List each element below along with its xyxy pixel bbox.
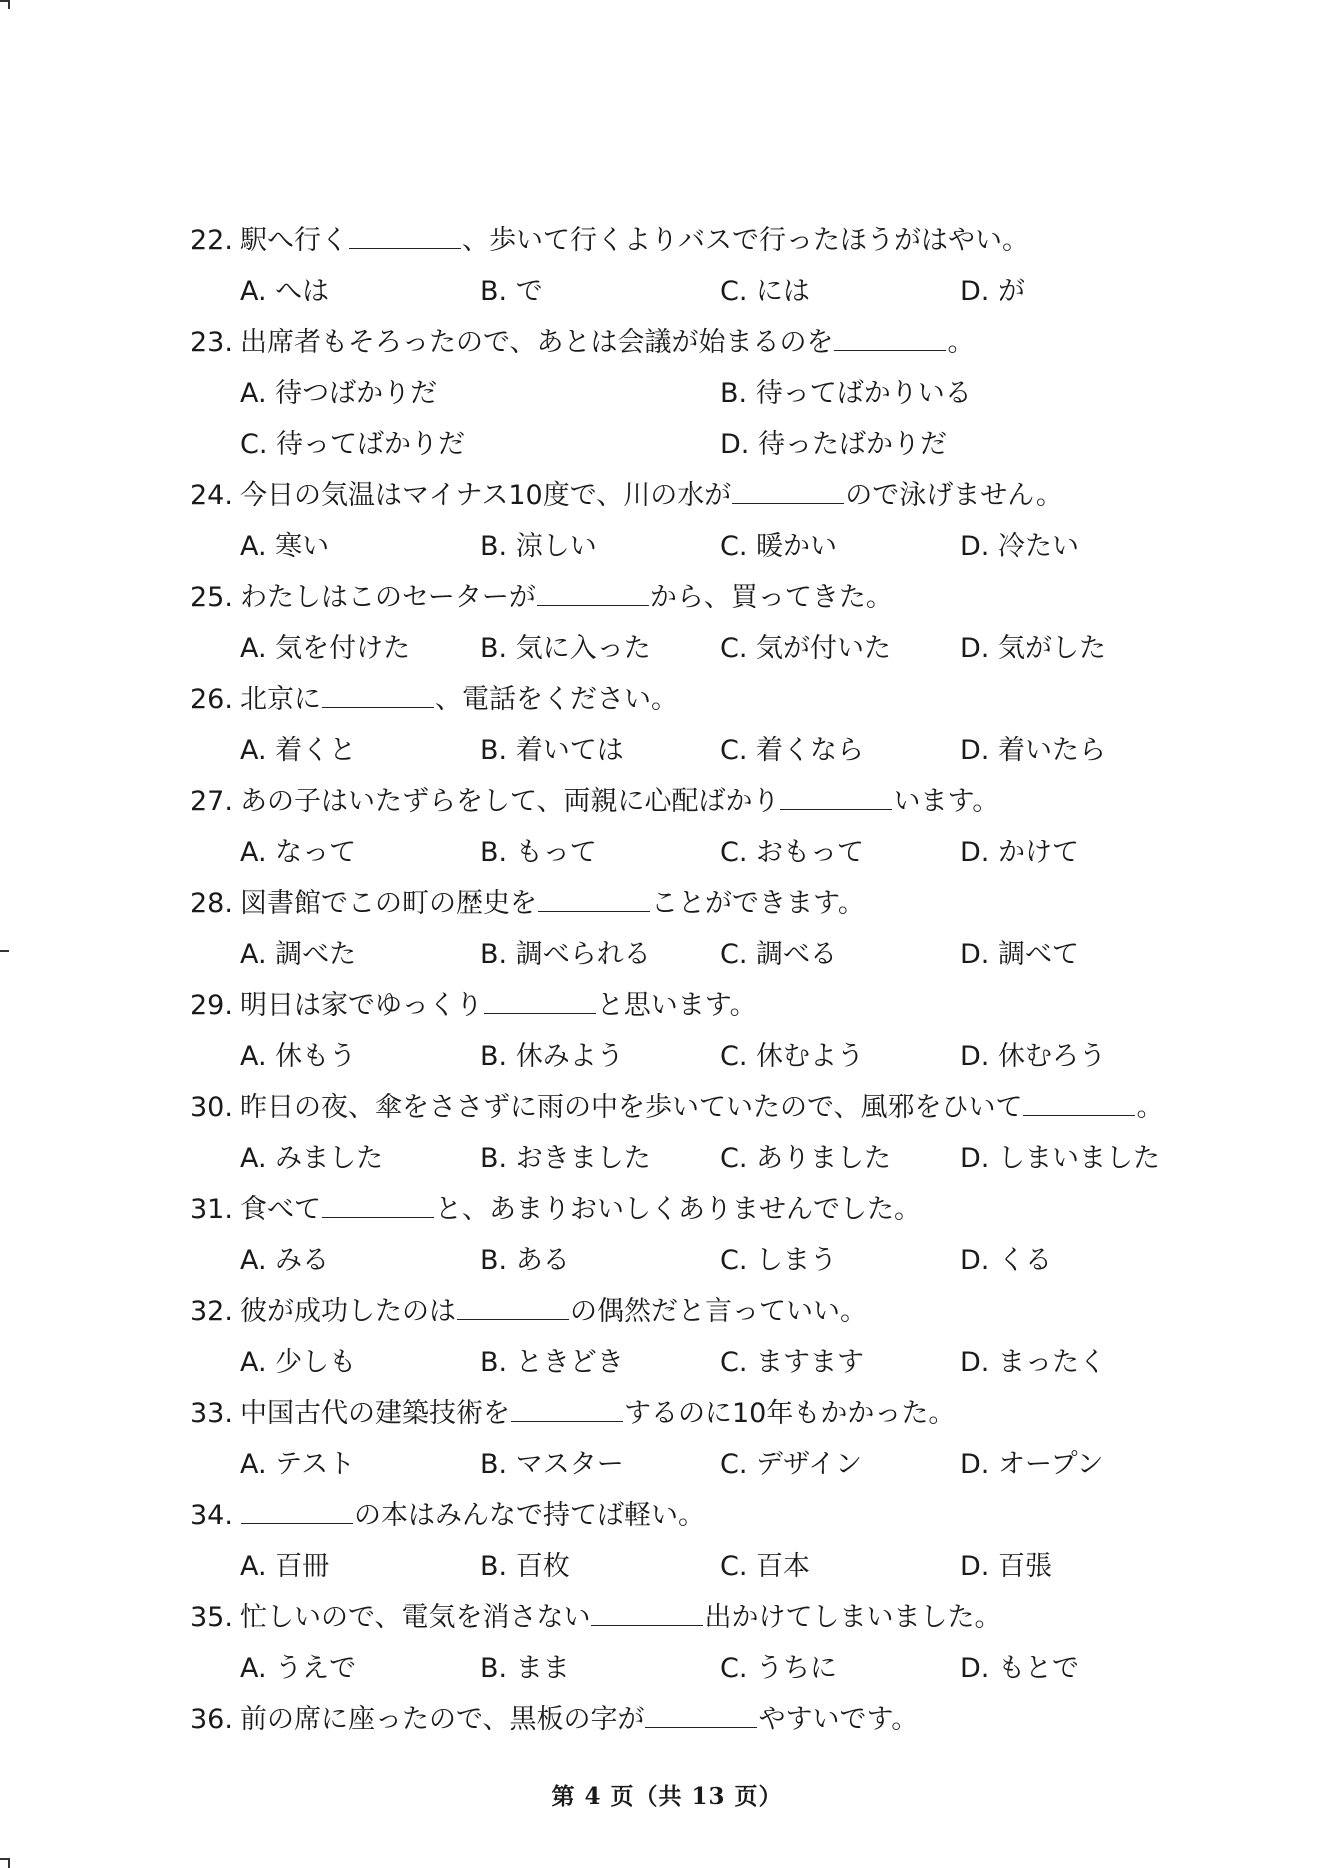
- page-footer: 第 4 页（共 13 页）: [551, 1783, 783, 1810]
- option-list: [190, 929, 1290, 980]
- answer-option: A. 調べた: [240, 939, 357, 970]
- answer-option: D. かけて: [960, 837, 1079, 868]
- question-text-before: わたしはこのセーターが: [240, 582, 536, 613]
- answer-option: B. 着いては: [480, 735, 624, 766]
- question: [190, 572, 1290, 674]
- answer-option: C. 百本: [720, 1551, 811, 1582]
- answer-option: A. 気を付けた: [240, 633, 411, 664]
- answer-option: B. もって: [480, 837, 597, 868]
- crop-mark-middle-left: [0, 950, 9, 952]
- answer-option: B. 待ってばかりいる: [720, 378, 972, 409]
- answer-blank: [322, 685, 434, 708]
- option-list: [190, 827, 1290, 878]
- question: [190, 1184, 1290, 1286]
- answer-option: B. ときどき: [480, 1347, 624, 1378]
- answer-option: D. オープン: [960, 1449, 1104, 1480]
- question-stem: [190, 317, 1290, 368]
- question: [190, 1286, 1290, 1388]
- answer-option: B. 休みよう: [480, 1041, 624, 1072]
- answer-option: D. くる: [960, 1245, 1052, 1276]
- question: [190, 776, 1290, 878]
- answer-option: C. ありました: [720, 1143, 892, 1174]
- answer-blank: [834, 328, 946, 351]
- question-number: 22.: [190, 225, 233, 256]
- question-text-after: ことができます。: [651, 888, 865, 919]
- question-text-after: の本はみんなで持てば軽い。: [354, 1500, 705, 1531]
- answer-blank: [591, 1603, 703, 1626]
- question: [190, 1592, 1290, 1694]
- question-stem: [190, 878, 1290, 929]
- question-text-before: 図書館でこの町の歴史を: [240, 888, 537, 919]
- answer-option: B. 百枚: [480, 1551, 570, 1582]
- question-stem: [190, 674, 1290, 725]
- answer-option: B. 気に入った: [480, 633, 651, 664]
- crop-mark-top-left: [8, 0, 10, 9]
- option-list: [190, 623, 1290, 674]
- crop-mark-bottom-left: [8, 1858, 10, 1868]
- option-list: [190, 1337, 1290, 1388]
- question-text-after: ので泳げません。: [845, 480, 1063, 511]
- question: [190, 1694, 1290, 1745]
- question-stem: [190, 1592, 1290, 1643]
- answer-option: B. おきました: [480, 1143, 651, 1174]
- question-text-before: 北京に: [240, 684, 321, 715]
- question-text-after: から、買ってきた。: [649, 582, 893, 613]
- option-list: [190, 1133, 1290, 1184]
- answer-blank: [241, 1501, 353, 1524]
- answer-option: A. 休もう: [240, 1041, 357, 1072]
- question-number: 34.: [190, 1500, 233, 1531]
- answer-option: A. 少しも: [240, 1347, 357, 1378]
- question-number: 30.: [190, 1092, 233, 1123]
- answer-blank: [780, 787, 892, 810]
- question-text-before: 明日は家でゆっくり: [240, 990, 483, 1021]
- question-text-after: 。: [1136, 1092, 1164, 1123]
- question-text-before: 前の席に座ったので、黒板の字が: [240, 1704, 645, 1735]
- answer-option: C. 休むよう: [720, 1041, 865, 1072]
- answer-blank: [1023, 1093, 1135, 1116]
- answer-option: C. 暖かい: [720, 531, 838, 562]
- answer-option: C. デザイン: [720, 1449, 863, 1480]
- question-text-after: います。: [893, 786, 1000, 817]
- question-number: 31.: [190, 1194, 233, 1225]
- question-text-before: 昨日の夜、傘をささずに雨の中を歩いていたので、風邪をひいて: [240, 1092, 1023, 1123]
- option-list: [190, 521, 1290, 572]
- question-number: 26.: [190, 684, 233, 715]
- question-text-after: 出かけてしまいました。: [704, 1602, 1002, 1633]
- question-text-before: 駅へ行く: [240, 225, 348, 256]
- question-text-after: 。: [947, 327, 975, 358]
- question-stem: [190, 572, 1290, 623]
- option-list: [190, 1031, 1290, 1082]
- question-stem: [190, 1286, 1290, 1337]
- answer-blank: [538, 889, 650, 912]
- option-list: [190, 1235, 1290, 1286]
- question: [190, 215, 1290, 317]
- question: [190, 1082, 1290, 1184]
- answer-option: C. おもって: [720, 837, 865, 868]
- answer-option: A. 着くと: [240, 735, 357, 766]
- question-number: 29.: [190, 990, 233, 1021]
- option-list: [190, 266, 1290, 317]
- question-text-after: 、歩いて行くよりバスで行ったほうがはやい。: [462, 225, 1029, 256]
- answer-option: D. まったく: [960, 1347, 1106, 1378]
- question: [190, 470, 1290, 572]
- question-text-before: 忙しいので、電気を消さない: [240, 1602, 591, 1633]
- question-stem: [190, 1490, 1290, 1541]
- answer-option: C. 着くなら: [720, 735, 865, 766]
- question-number: 33.: [190, 1398, 233, 1429]
- answer-option: B. 涼しい: [480, 531, 597, 562]
- option-list: [190, 1439, 1290, 1490]
- answer-option: D. しまいました: [960, 1143, 1160, 1174]
- answer-option: D. 気がした: [960, 633, 1106, 664]
- answer-option: A. なって: [240, 837, 357, 868]
- question-number: 23.: [190, 327, 233, 358]
- option-list: [190, 1541, 1290, 1592]
- option-list: [190, 1643, 1290, 1694]
- answer-option: D. 調べて: [960, 939, 1079, 970]
- answer-option: D. 冷たい: [960, 531, 1079, 562]
- question-number: 25.: [190, 582, 233, 613]
- answer-option: C. うちに: [720, 1653, 838, 1684]
- question-text-after: やすいです。: [758, 1704, 919, 1735]
- question-number: 27.: [190, 786, 233, 817]
- question-number: 28.: [190, 888, 233, 919]
- answer-option: A. テスト: [240, 1449, 356, 1480]
- answer-option: B. ある: [480, 1245, 570, 1276]
- answer-option: A. うえで: [240, 1653, 357, 1684]
- question-text-after: 、電話をください。: [435, 684, 678, 715]
- question-stem: [190, 1082, 1290, 1133]
- answer-option: B. 調べられる: [480, 939, 651, 970]
- answer-blank: [537, 583, 649, 606]
- answer-option: A. へは: [240, 276, 330, 307]
- question-text-before: 出席者もそろったので、あとは会議が始まるのを: [240, 327, 834, 358]
- answer-option: B. マスター: [480, 1449, 624, 1480]
- answer-option: C. 気が付いた: [720, 633, 892, 664]
- question-text-before: 食べて: [240, 1194, 321, 1225]
- question-text-before: 彼が成功したのは: [240, 1296, 456, 1327]
- question-text-after: と思います。: [596, 990, 757, 1021]
- question-stem: [190, 215, 1290, 266]
- answer-option: C. には: [720, 276, 811, 307]
- question-text-before: あの子はいたずらをして、両親に心配ばかり: [240, 786, 780, 817]
- question-text-before: 中国古代の建築技術を: [240, 1398, 510, 1429]
- question-number: 35.: [190, 1602, 233, 1633]
- question-stem: [190, 1388, 1290, 1439]
- option-list: [190, 725, 1290, 776]
- answer-option: D. 待ったばかりだ: [720, 429, 947, 460]
- answer-option: A. みる: [240, 1245, 330, 1276]
- answer-blank: [322, 1195, 434, 1218]
- answer-option: C. 調べる: [720, 939, 838, 970]
- answer-blank: [645, 1705, 757, 1728]
- answer-option: D. もとで: [960, 1653, 1079, 1684]
- answer-option: B. で: [480, 276, 543, 307]
- answer-option: C. ますます: [720, 1347, 865, 1378]
- question: [190, 674, 1290, 776]
- question-number: 32.: [190, 1296, 233, 1327]
- answer-blank: [732, 481, 844, 504]
- question: [190, 1490, 1290, 1592]
- question-text-after: の偶然だと言っていい。: [570, 1296, 867, 1327]
- answer-option: B. まま: [480, 1653, 570, 1684]
- answer-blank: [457, 1297, 569, 1320]
- answer-option: C. しまう: [720, 1245, 838, 1276]
- answer-option: D. 百張: [960, 1551, 1052, 1582]
- question-stem: [190, 776, 1290, 827]
- answer-option: C. 待ってばかりだ: [240, 429, 466, 460]
- question: [190, 1388, 1290, 1490]
- question-text-after: と、あまりおいしくありませんでした。: [435, 1194, 921, 1225]
- question-text-after: するのに10年もかかった。: [624, 1398, 956, 1429]
- answer-blank: [349, 226, 461, 249]
- question: [190, 878, 1290, 980]
- answer-option: D. が: [960, 276, 1025, 307]
- question-number: 24.: [190, 480, 233, 511]
- question-stem: [190, 980, 1290, 1031]
- question-stem: [190, 1184, 1290, 1235]
- answer-option: A. 待つばかりだ: [240, 378, 438, 409]
- question-stem: [190, 470, 1290, 521]
- question-text-before: 今日の気温はマイナス10度で、川の水が: [240, 480, 732, 511]
- answer-option: D. 休むろう: [960, 1041, 1106, 1072]
- answer-blank: [484, 991, 596, 1014]
- answer-option: A. みました: [240, 1143, 384, 1174]
- option-list: [190, 368, 1290, 470]
- answer-option: A. 百冊: [240, 1551, 330, 1582]
- answer-option: A. 寒い: [240, 531, 330, 562]
- question-number: 36.: [190, 1704, 233, 1735]
- question: [190, 980, 1290, 1082]
- answer-option: D. 着いたら: [960, 735, 1106, 766]
- question-list: [190, 215, 1290, 1745]
- question-stem: [190, 1694, 1290, 1745]
- answer-blank: [511, 1399, 623, 1422]
- question: [190, 317, 1290, 470]
